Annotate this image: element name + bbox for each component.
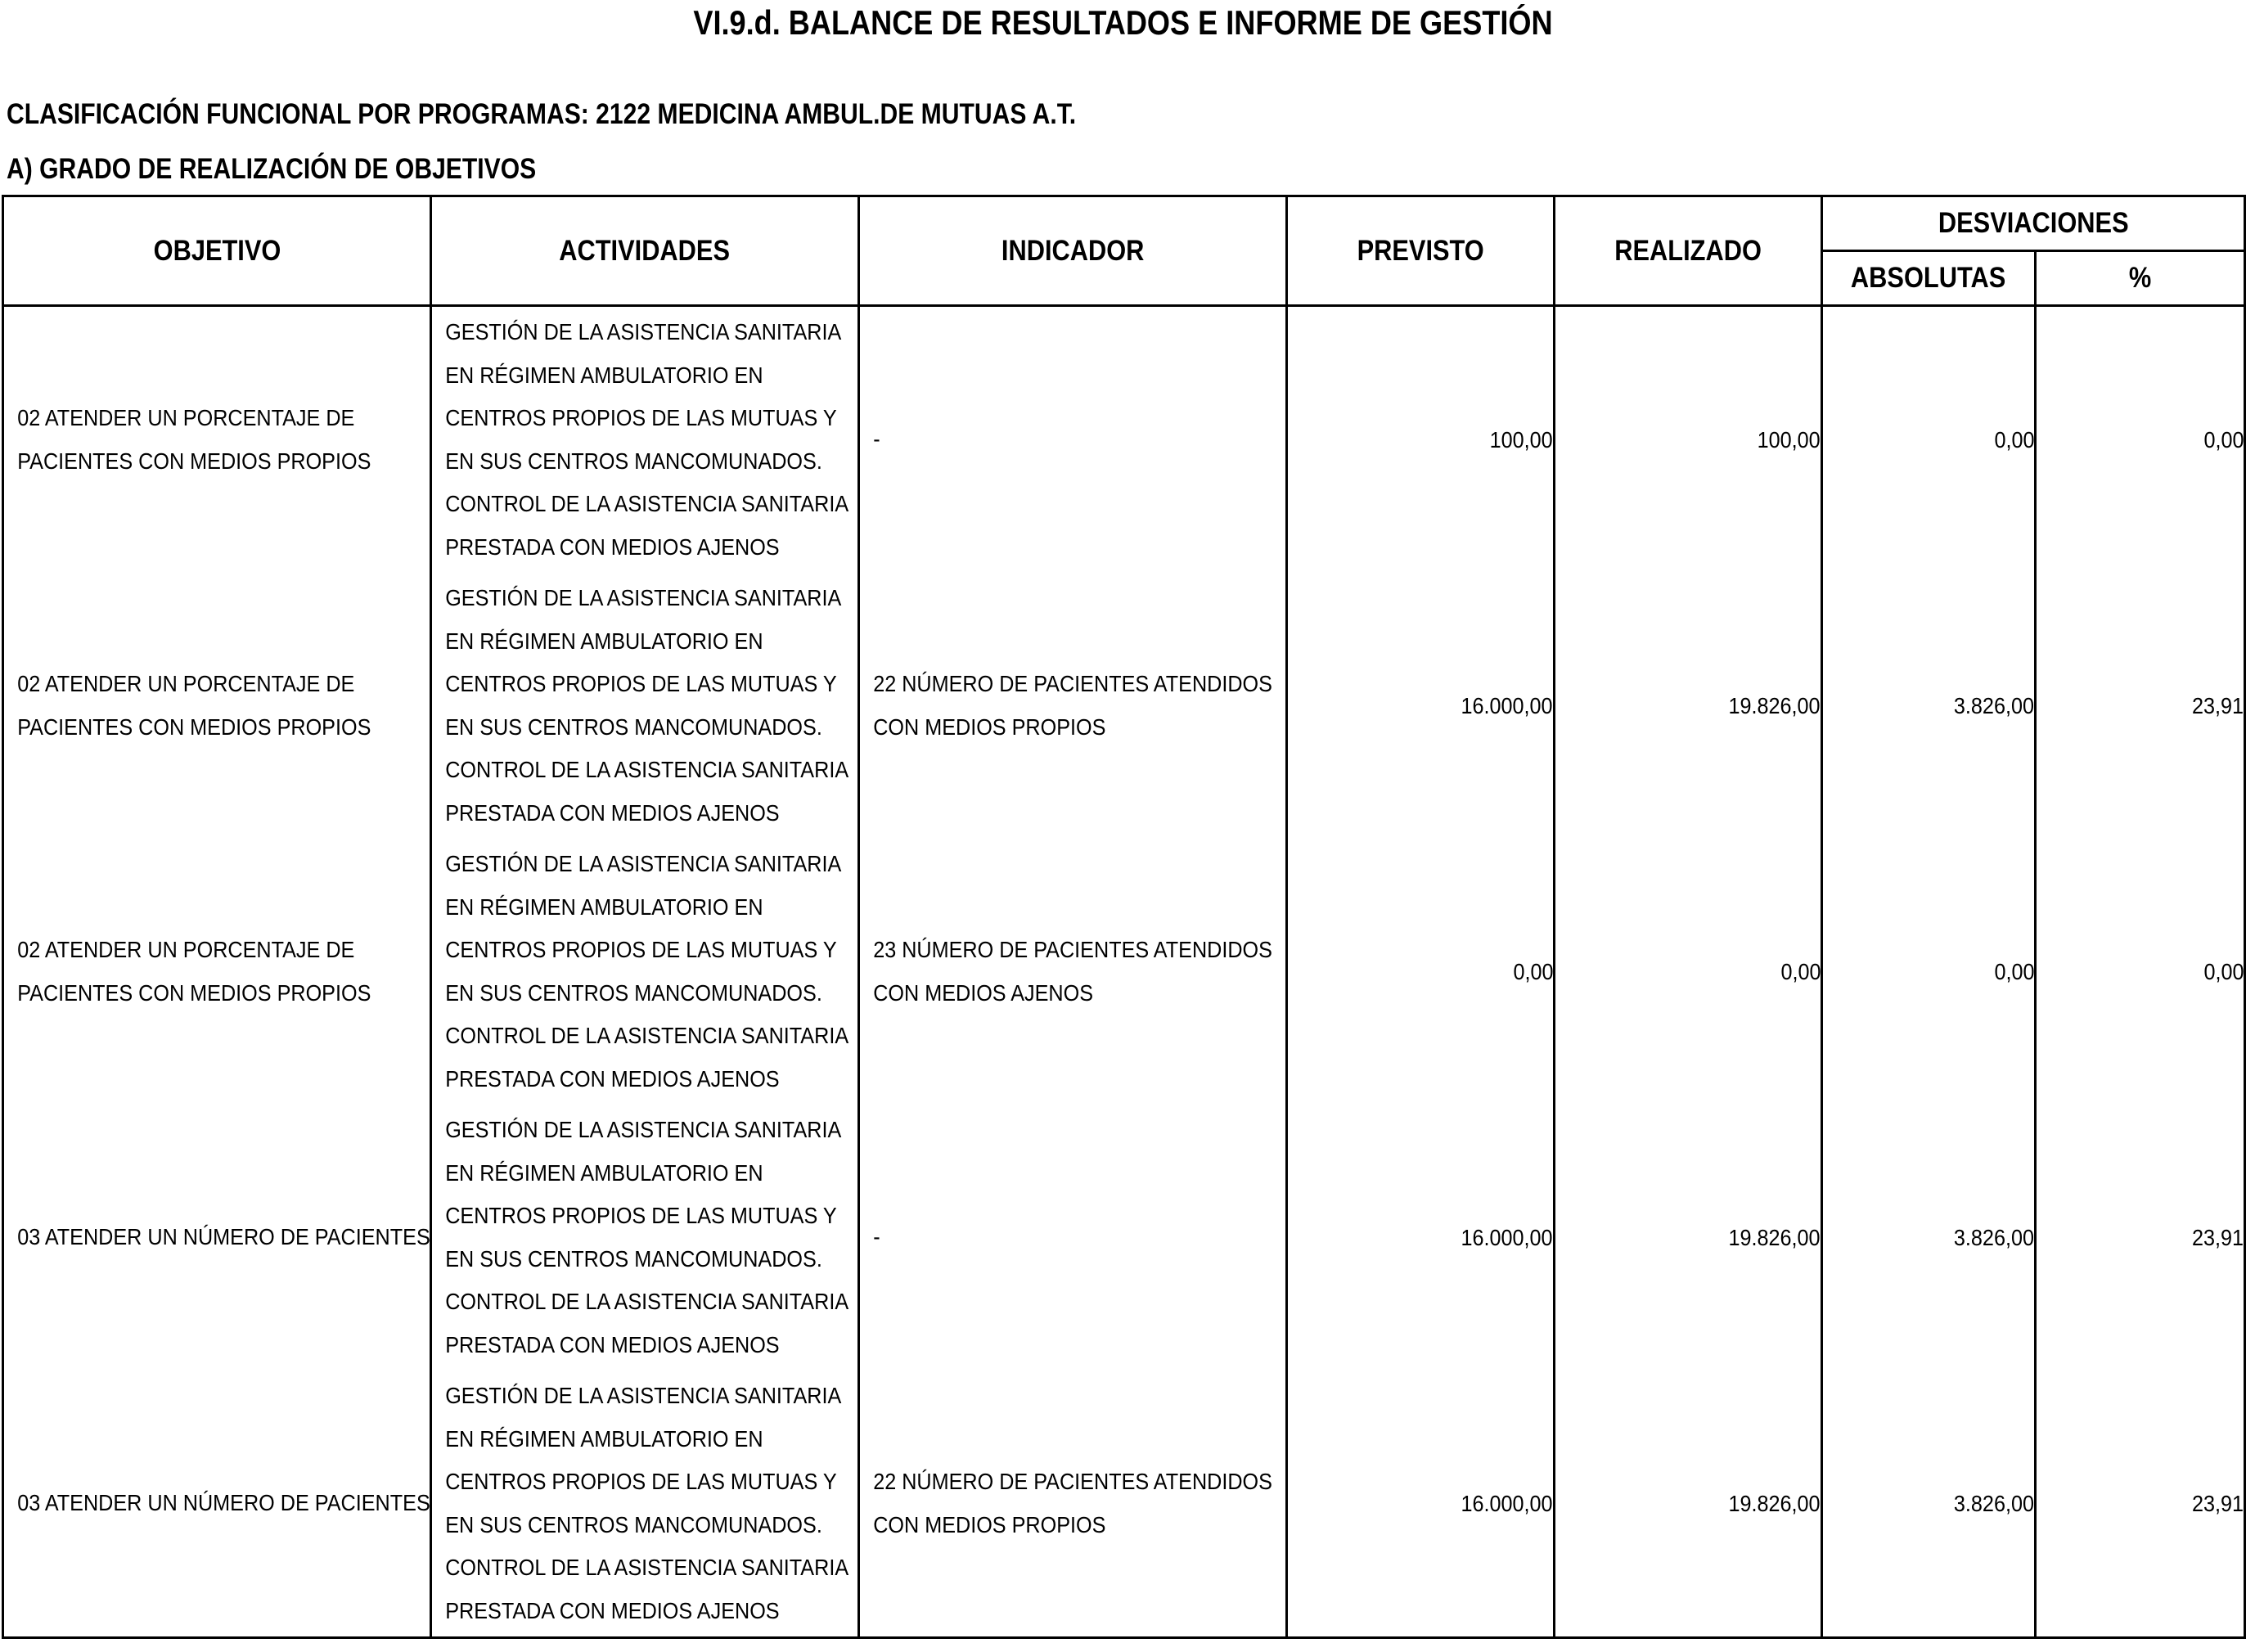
cell-actividades: GESTIÓN DE LA ASISTENCIA SANITARIA EN RÉGIMEN AMBULATORIO EN CENTROS PROPIOS DE LAS MUTUAS Y EN SUS CENTROS MANCOMUNADOS. CONTROL DE LA ASISTENCIA SANITARIA PRESTADA CON MEDIOS AJENOS [431,573,859,839]
cell-absolutas: 3.826,00 [1822,573,2036,839]
cell-absolutas: 0,00 [1822,306,2036,574]
objectives-table [2,195,2246,1639]
cell-absolutas: 0,00 [1822,839,2036,1105]
cell-realizado: 100,00 [1555,306,1822,574]
cell-realizado: 19.826,00 [1555,1371,1822,1638]
program-heading: CLASIFICACIÓN FUNCIONAL POR PROGRAMAS: 2122 MEDICINA AMBUL.DE MUTUAS A.T. [7,98,1077,130]
header-previsto: PREVISTO [1287,196,1555,306]
header-actividades: ACTIVIDADES [431,196,859,306]
header-realizado: REALIZADO [1555,196,1822,306]
cell-objetivo: 02 ATENDER UN PORCENTAJE DE PACIENTES CON MEDIOS PROPIOS [3,839,431,1105]
table-row [3,1371,2245,1638]
section-heading: A) GRADO DE REALIZACIÓN DE OBJETIVOS [7,153,537,185]
cell-actividades: GESTIÓN DE LA ASISTENCIA SANITARIA EN RÉGIMEN AMBULATORIO EN CENTROS PROPIOS DE LAS MUTUAS Y EN SUS CENTROS MANCOMUNADOS. CONTROL DE LA ASISTENCIA SANITARIA PRESTADA CON MEDIOS AJENOS [431,1105,859,1371]
cell-previsto: 16.000,00 [1287,1371,1555,1638]
cell-previsto: 16.000,00 [1287,1105,1555,1371]
cell-realizado: 19.826,00 [1555,573,1822,839]
header-absolutas: ABSOLUTAS [1822,251,2036,306]
cell-realizado: 0,00 [1555,839,1822,1105]
header-indicador: INDICADOR [859,196,1287,306]
header-objetivo: OBJETIVO [3,196,431,306]
cell-previsto: 16.000,00 [1287,573,1555,839]
table-header [3,196,2245,306]
cell-porcentaje: 23,91 [2036,573,2245,839]
cell-objetivo: 03 ATENDER UN NÚMERO DE PACIENTES [3,1371,431,1638]
cell-absolutas: 3.826,00 [1822,1105,2036,1371]
cell-porcentaje: 0,00 [2036,839,2245,1105]
cell-objetivo: 02 ATENDER UN PORCENTAJE DE PACIENTES CON MEDIOS PROPIOS [3,573,431,839]
header-desviaciones: DESVIACIONES [1822,196,2245,251]
table-row [3,1105,2245,1371]
cell-porcentaje: 23,91 [2036,1105,2245,1371]
cell-indicador: - [859,1105,1287,1371]
table-row [3,839,2245,1105]
table-row [3,573,2245,839]
page-title: VI.9.d. BALANCE DE RESULTADOS E INFORME DE GESTIÓN [693,3,1553,42]
cell-actividades: GESTIÓN DE LA ASISTENCIA SANITARIA EN RÉGIMEN AMBULATORIO EN CENTROS PROPIOS DE LAS MUTUAS Y EN SUS CENTROS MANCOMUNADOS. CONTROL DE LA ASISTENCIA SANITARIA PRESTADA CON MEDIOS AJENOS [431,1371,859,1638]
cell-objetivo: 03 ATENDER UN NÚMERO DE PACIENTES [3,1105,431,1371]
cell-indicador: 22 NÚMERO DE PACIENTES ATENDIDOS CON MEDIOS PROPIOS [859,1371,1287,1638]
cell-indicador: 22 NÚMERO DE PACIENTES ATENDIDOS CON MEDIOS PROPIOS [859,573,1287,839]
table-row [3,306,2245,574]
cell-objetivo: 02 ATENDER UN PORCENTAJE DE PACIENTES CON MEDIOS PROPIOS [3,306,431,574]
cell-absolutas: 3.826,00 [1822,1371,2036,1638]
cell-porcentaje: 0,00 [2036,306,2245,574]
cell-realizado: 19.826,00 [1555,1105,1822,1371]
cell-indicador: - [859,306,1287,574]
header-porcentaje: % [2036,251,2245,306]
cell-previsto: 100,00 [1287,306,1555,574]
cell-indicador: 23 NÚMERO DE PACIENTES ATENDIDOS CON MEDIOS AJENOS [859,839,1287,1105]
cell-porcentaje: 23,91 [2036,1371,2245,1638]
cell-actividades: GESTIÓN DE LA ASISTENCIA SANITARIA EN RÉGIMEN AMBULATORIO EN CENTROS PROPIOS DE LAS MUTUAS Y EN SUS CENTROS MANCOMUNADOS. CONTROL DE LA ASISTENCIA SANITARIA PRESTADA CON MEDIOS AJENOS [431,306,859,574]
cell-actividades: GESTIÓN DE LA ASISTENCIA SANITARIA EN RÉGIMEN AMBULATORIO EN CENTROS PROPIOS DE LAS MUTUAS Y EN SUS CENTROS MANCOMUNADOS. CONTROL DE LA ASISTENCIA SANITARIA PRESTADA CON MEDIOS AJENOS [431,839,859,1105]
cell-previsto: 0,00 [1287,839,1555,1105]
